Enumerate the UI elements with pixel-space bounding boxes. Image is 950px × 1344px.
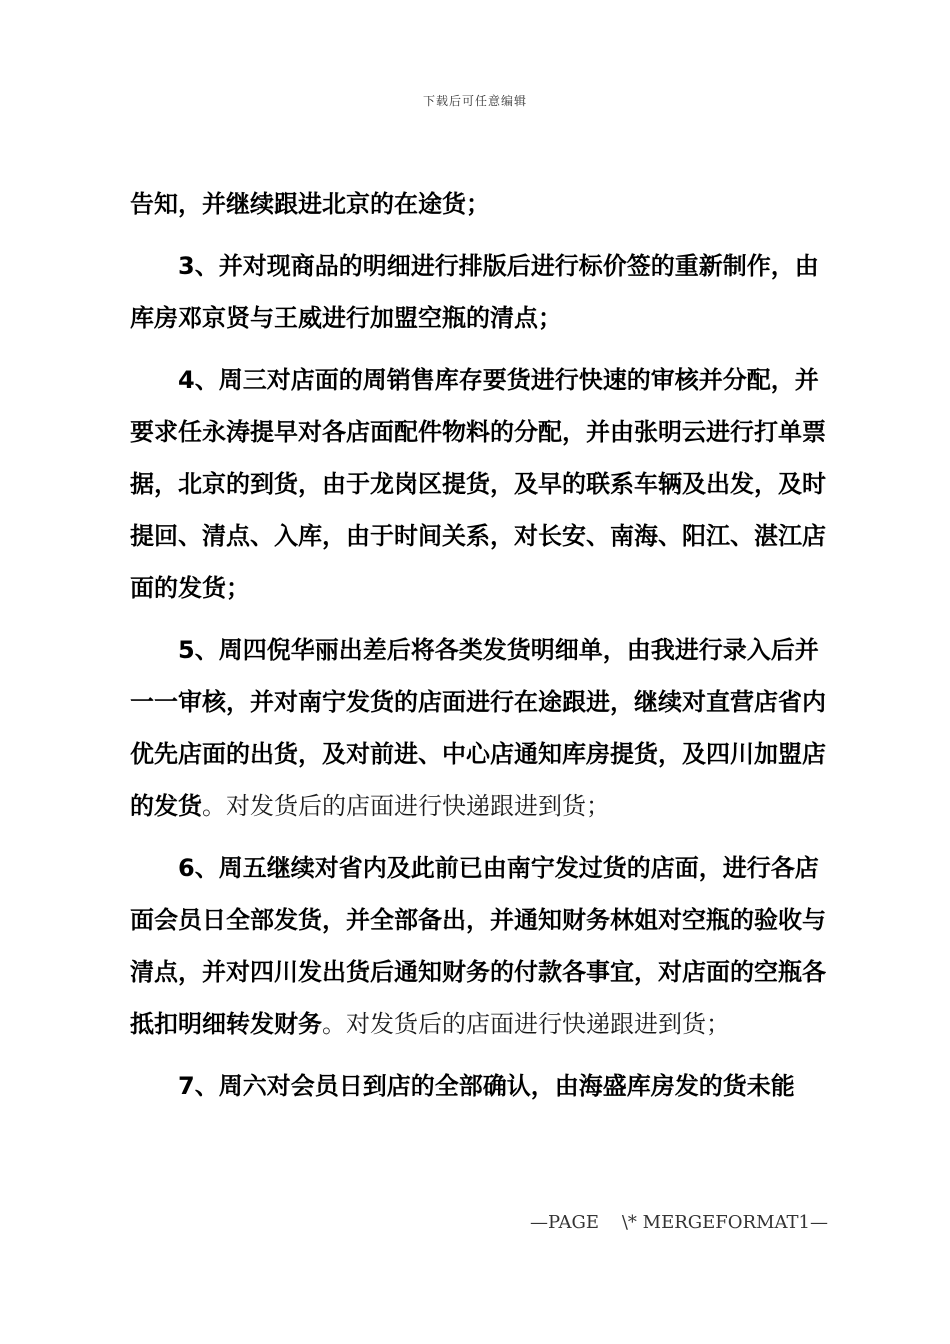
paragraph-item-6	[130, 842, 840, 1050]
paragraph-bold-text: 3、并对现商品的明细进行排版后进行标价签的重新制作，由库房邓京贤与王威进行加盟空瓶的清点；	[130, 252, 819, 332]
paragraph-item-3	[130, 240, 840, 344]
body-text	[130, 178, 840, 1112]
header-note: 下载后可任意编辑	[422, 94, 527, 108]
paragraph-bold-text: 6、周五继续对省内及此前已由南宁发过货的店面，进行各店面会员日全部发货，并全部备出，并通知财务林姐对空瓶的验收与清点，并对四川发出货后通知财务的付款各事宜，对店面的空瓶各抵扣明细转发财务	[130, 854, 826, 1038]
paragraph-bold-text: 7、周六对会员日到店的全部确认，由海盛库房发的货未能	[178, 1072, 795, 1100]
paragraph-bold-text: 5、周四倪华丽出差后将各类发货明细单，由我进行录入后并一一审核，并对南宁发货的店面进行在途跟进，继续对直营店省内优先店面的出货，及对前进、中心店通知库房提货，及四川加盟店的发货	[130, 636, 826, 820]
paragraph-regular-text: 。对发货后的店面进行快递跟进到货；	[202, 792, 610, 820]
page-footer: —PAGE \* MERGEFORMAT1—	[530, 1212, 828, 1233]
paragraph-bold-text: 告知，并继续跟进北京的在途货；	[130, 190, 490, 218]
paragraph-item-7	[130, 1060, 840, 1112]
paragraph-item-5	[130, 624, 840, 832]
paragraph-item-4	[130, 354, 840, 614]
paragraph-continuation	[130, 178, 840, 230]
paragraph-bold-text: 4、周三对店面的周销售库存要货进行快速的审核并分配，并要求任永涛提早对各店面配件物料的分配，并由张明云进行打单票据，北京的到货，由于龙岗区提货，及早的联系车辆及出发，及时提回、清点、入库，由于时间关系，对长安、南海、阳江、湛江店面的发货；	[130, 366, 826, 602]
paragraph-regular-text: 。对发货后的店面进行快递跟进到货；	[322, 1010, 730, 1038]
